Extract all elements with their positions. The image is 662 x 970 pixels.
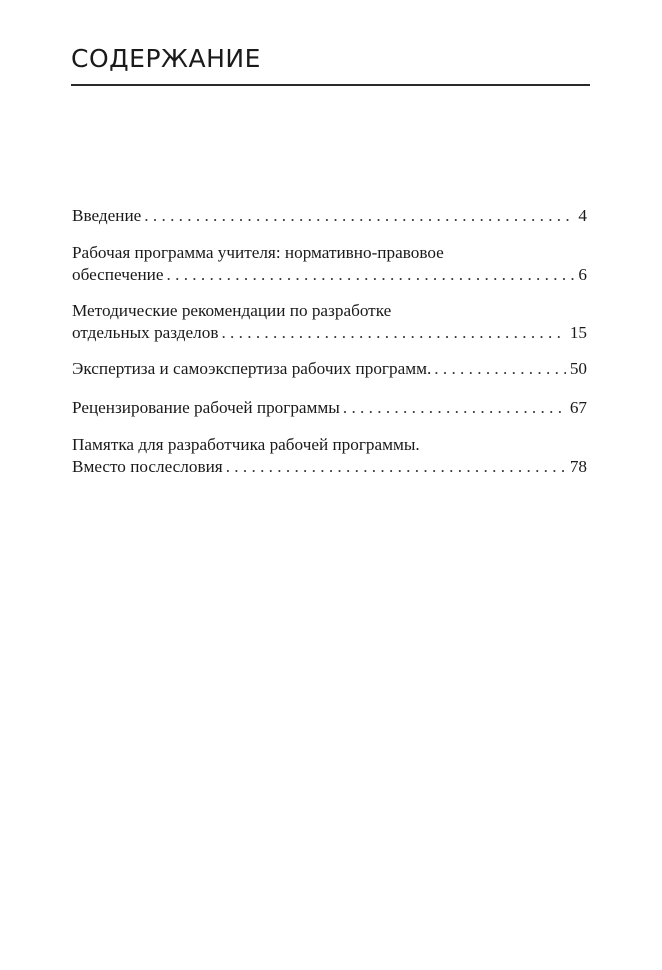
toc-page-number: 67 bbox=[569, 398, 587, 417]
heading-rule bbox=[71, 84, 590, 86]
toc-entry-methodical-recommendations[interactable] bbox=[72, 300, 587, 344]
dot-leader bbox=[343, 397, 566, 419]
toc-page-number: 6 bbox=[578, 265, 587, 284]
dot-leader bbox=[167, 264, 575, 286]
toc-page-number: 50 bbox=[569, 359, 587, 378]
toc-entry-title: Экспертиза и самоэкспертиза рабочих программ. bbox=[72, 359, 432, 378]
toc-entry-title-line-2: отдельных разделов bbox=[72, 323, 219, 342]
toc-entry-introduction[interactable] bbox=[72, 205, 587, 227]
toc-entry-title: Введение bbox=[72, 206, 142, 225]
toc-entry-reviewing[interactable] bbox=[72, 397, 587, 419]
toc-entry-expertise[interactable] bbox=[72, 358, 587, 380]
toc-entry-teacher-program[interactable] bbox=[72, 242, 587, 286]
toc-page-number: 4 bbox=[578, 206, 587, 225]
toc-page-number: 78 bbox=[569, 457, 587, 476]
toc-entry-title-line-1: Памятка для разработчика рабочей программы. bbox=[72, 435, 420, 454]
toc-entry-title-line-1: Рабочая программа учителя: нормативно-правовое bbox=[72, 243, 444, 262]
dot-leader bbox=[144, 205, 574, 227]
dot-leader bbox=[226, 456, 566, 478]
dot-leader bbox=[434, 358, 566, 380]
toc-entry-title-line-2: Вместо послесловия bbox=[72, 457, 223, 476]
dot-leader bbox=[221, 322, 565, 344]
toc-entry-title: Рецензирование рабочей программы bbox=[72, 398, 340, 417]
toc-entry-title-line-1: Методические рекомендации по разработке bbox=[72, 301, 392, 320]
toc-entry-memo[interactable] bbox=[72, 434, 587, 478]
toc-page-number: 15 bbox=[569, 323, 587, 342]
page-heading: СОДЕРЖАНИЕ bbox=[71, 44, 261, 73]
toc-entry-title-line-2: обеспечение bbox=[72, 265, 164, 284]
